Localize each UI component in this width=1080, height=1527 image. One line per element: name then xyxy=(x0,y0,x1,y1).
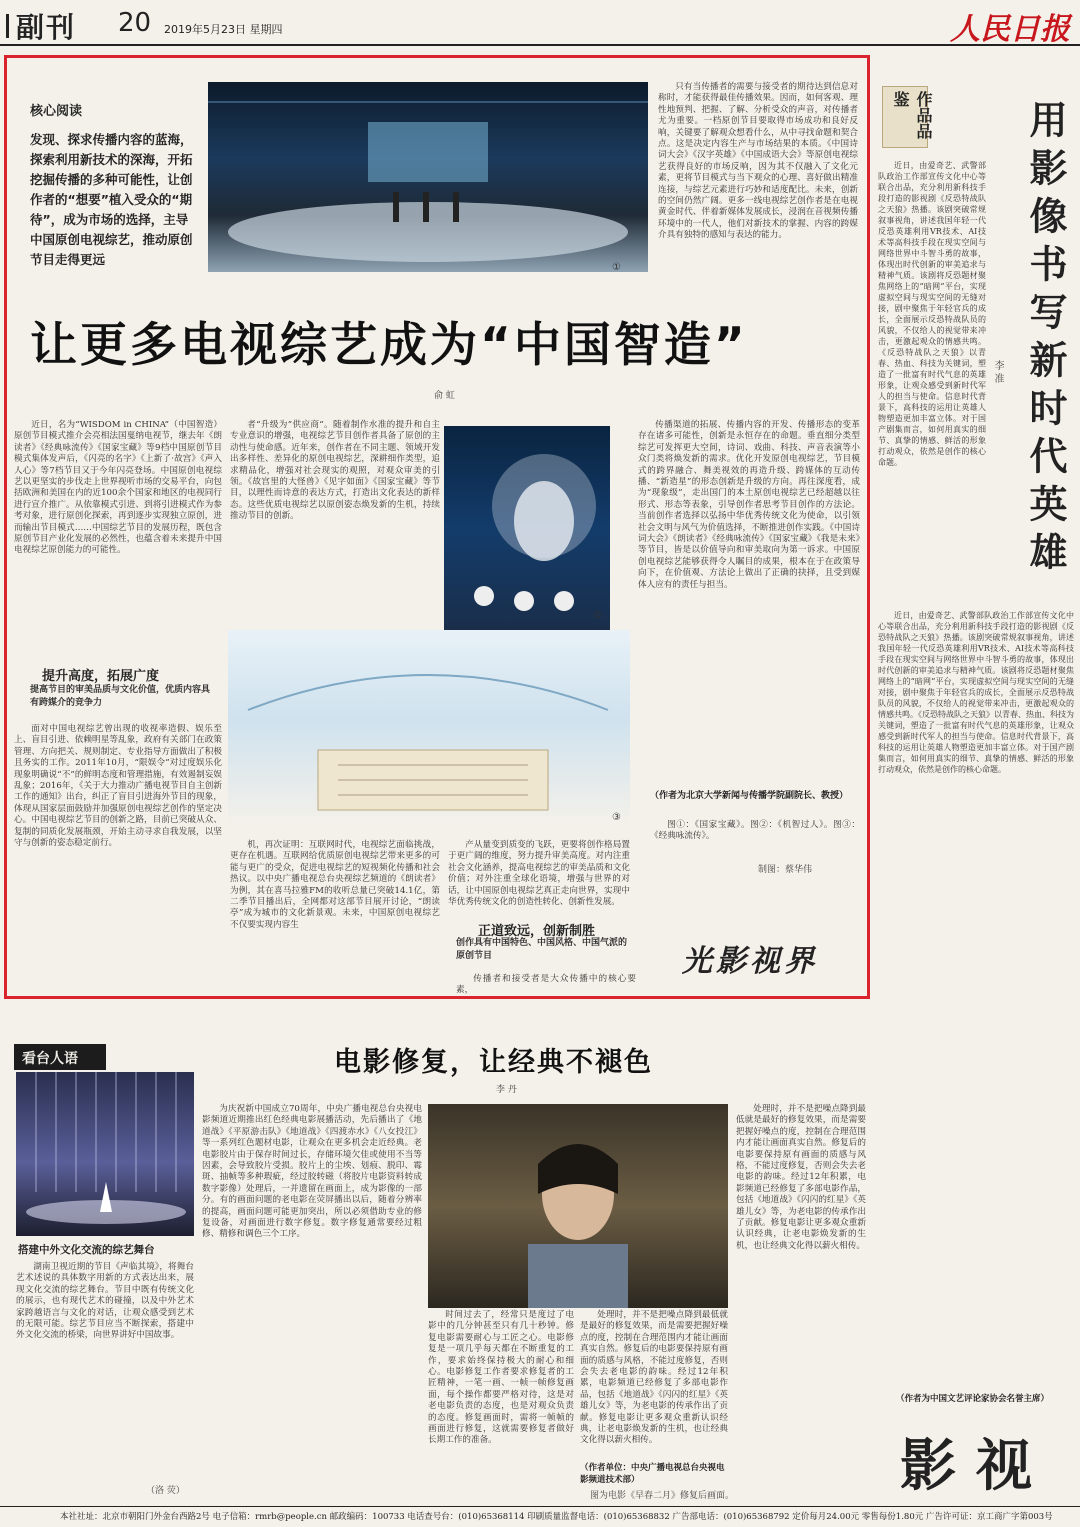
subdeck-2: 创作具有中国特色、中国风格、中国气派的原创节目 xyxy=(456,938,628,961)
issue-date: 2019年5月23日 星期四 xyxy=(164,23,283,36)
paragraph: 产从量变到质变的飞跃，更要将创作格局置于更广阔的维度，努力提升审美高度。对内注重社会文化涵养，提高电视综艺的审美品质和文化价值；对外注重全球化语境，增强与世界的对话，让中国原创电视综艺真正走向世界，实现中华优秀传统文化的创造性转化、创新性发展。 xyxy=(448,840,630,908)
right-column-lower xyxy=(878,610,1074,1060)
article-column-1b xyxy=(14,724,222,986)
feature-byline: 俞 虹 xyxy=(434,391,455,401)
scroll-photo-art xyxy=(228,630,630,826)
masthead-bar xyxy=(6,14,9,38)
figure-list: 图①：《国家宝藏》。图②：《机智过人》。图③：《经典咏流传》。 xyxy=(650,820,860,842)
paragraph: 传播渠道的拓展、传播内容的开发、传播形态的变革存在诸多可能性，创新是永恒存在的命题。垂直细分类型综艺可发挥更大空间，诗词、戏曲、科技、声音表演等小众门类将焕发新的需求。优化开发原创电视综艺，节目模式的跨界融合、舞美视效的再造升级、跨媒体的互动传播、“新造星”的形态创新是升级的方向。再往深度看，成为“现象级”，走出国门的本土原创电视综艺已经超越以往形式、形态等表象，引导创作者思考节目创作的方法论。当前创作者选择以弘扬中华优秀传统文化为使命，以引领社会文明与风气为价值选择，不断推进创作实践。《中国诗词大会》《朗读者》《经典咏流传》《国家宝藏》《我是未来》等节目，皆是以价值导向和审美取向为第一诉求。中国原创电视综艺能够获得令人瞩目的成果，根本在于在政策导向下，在价值观、方法论上做出了正确的抉择，且受到媒体人应有的责任与担当。 xyxy=(638,420,860,590)
stage-photo xyxy=(208,82,648,272)
article-column-3c xyxy=(456,974,636,996)
scroll-photo xyxy=(228,630,630,826)
right-author-note: （作者为中国文艺评论家协会名誉主席） xyxy=(896,1394,1050,1404)
sidebar-caption: 搭建中外文化交流的综艺舞台 xyxy=(18,1244,155,1256)
subdeck-1: 提高节目的审美品质与文化价值，优质内容具有跨媒介的竞争力 xyxy=(30,685,211,708)
masthead xyxy=(0,0,1080,46)
film-photo-caption: 图为电影《早春二月》修复后画面。 xyxy=(590,1491,735,1501)
right-headline: 用影像书写新时代英雄 xyxy=(1023,100,1068,580)
graphic-credit: 制图：蔡华伟 xyxy=(758,865,813,875)
article-column-3 xyxy=(638,420,860,786)
paragraph: 传播者和接受者是大众传播中的核心要素， xyxy=(456,974,636,996)
article-column-3b xyxy=(448,840,630,914)
paragraph: 时间过去了，经常只是度过了电影中的几分钟甚至只有几十秒钟。修复电影需要耐心与工匠之心。电影修复是一项几乎每天都在不断重复的工作，要求始终保持极大的耐心和细心。电影修复工作者要求修复者的工匠精神，一笔一画、一帧一帧修复画面，每个操作都要严格对待，这是对老电影负责的态度，也是对观众负责的态度。修复画面时，需将一帧帧的画面进行修复，这就需要修复者做好长期工作的准备。 xyxy=(428,1310,574,1446)
paragraph: 者“升级为”供应商“。随着制作水准的提升和自主专业意识的增强，电视综艺节目创作者具备了原创的主动性与使命感。近年来，创作者在不同主题、领域开发出多样性、差异化的原创电视综艺，深耕细作类型，追求精品化，增强对社会现实的观照，对观众审美的引领。《故宫里的大怪兽》《见字如面》《国家宝藏》等节目，以理性而诗意的表达方式，打造出文化表达的新样态。这些优质电视综艺以原创姿态焕发新的生机，持续推动节目的创新。 xyxy=(230,420,440,522)
paragraph: 近日，由爱奇艺、武警部队政治工作部宣传文化中心等联合出品，充分利用新科技手段打造的影视剧《反恐特战队之天狼》热播。该剧突破常规叙事视角，讲述我国年轻一代反恐英雄利用VR技术、AI技术等高科技手段在现实空间与网络世界中斗智斗勇的故事，体现出时代创新的审美追求与精神气质。该剧将反恐题材聚焦网络上的“暗网”平台，实现虚拟空间与现实空间的无缝对接，剧中聚焦于年轻官兵的成长，全面展示反恐特战队员的风貌，不仅给人的视觉带来冲击，更激起观众的情感共鸣。《反恐特战队之天狼》以青春、热血、科技为关键词，塑造了一批富有时代气息的英雄形象，让观众感受到新时代军人的担当与使命。信息时代背景下，高科技的运用让英雄人物塑造更加丰富立体。对于国产剧集而言，如何用真实的细节、真挚的情感、鲜活的形象打动观众，依然是创作的核心命题。 xyxy=(878,611,1074,774)
stage-photo-art xyxy=(208,82,648,272)
film-still-art xyxy=(428,1104,728,1308)
paragraph: 为庆祝新中国成立70周年，中央广播电视总台央视电影频道近期推出红色经典电影展播活动，先后播出了《地道战》《平原游击队》《地道战》《四渡赤水》《八女投江》等一系列红色题材电影，让观众在更多机会走近经典。老电影胶片由于保存时间过长，存储环境欠佳或使用不当等因素，会导致胶片受损。胶片上的尘埃、划痕、脱印、霉斑、抽帧等多种瑕疵，经过胶转磁（将胶片电影资料转成数字影像）处理后，一并遗留在画面上，成为影像的一部分。有的画面问题的老电影在荧屏播出以后，随着分辨率的提高，画面问题可能更加突出，所以必须借助专业的修复设备，对画面进行数字修复。数字修复通常要经过粗修、精修和调色三个工序。 xyxy=(202,1104,422,1240)
dance-photo xyxy=(16,1072,194,1236)
article-column-2b xyxy=(230,840,440,990)
right-column-top xyxy=(878,160,986,606)
film-author-note: （作者单位：中央广播电视总台央视电影频道技术部） xyxy=(580,1463,725,1485)
paragraph: 只有当传播者的需要与接受者的期待达到信息对称时，才能获得最佳传播效果。因而，如何客观、理性地预判、把握、了解、分析受众的声音，对传播者尤为重要。一档原创节目要取得市场成功和良好反响，关键要了解观众想看什么，从中寻找命题和契合点。这是决定内容生产与市场结果的本质。《中国诗词大会》《汉字英雄》《中国成语大会》等原创电视综艺获得良好的市场反响，因为其不仅融入了文化元素，更将节目模式与当下观众的心理、喜好做出精准连接，与综艺元素进行巧妙和适度配比。未来，创新的空间仍然广阔。更多一线电视综艺创作者是在电视黄金时代、伴着新媒体发展成长，浸润在音视频传播环境中的一代人，他们对新技术的掌握、内容的跨媒介具有独特的感知与表达的能力。 xyxy=(658,82,858,241)
column-logo xyxy=(882,86,933,148)
film-still-photo xyxy=(428,1104,728,1308)
paragraph: 湖南卫视近期的节目《声临其境》，将舞台艺术述说的具体数字用新的方式表达出来，展现文化交流的综艺舞台。节目中既有传统文化的展示，也有现代艺术的碰撞，以及中外艺术家跨越语言与文化的对话，让观众感受到艺术的无限可能。综艺节目应当不断探索，搭建中外文化交流的桥梁，向世界讲好中国故事。 xyxy=(16,1262,194,1341)
kicker: 核心阅读 xyxy=(30,104,83,119)
photo1-label: ① xyxy=(612,262,621,273)
film-byline: 李 丹 xyxy=(496,1085,517,1095)
article-column-1 xyxy=(14,420,222,658)
subhead-2: 正道致远，创新制胜 xyxy=(478,924,596,939)
photo3-label: ③ xyxy=(612,812,621,823)
robot-photo-art xyxy=(444,426,610,630)
paragraph: 近日，由爱奇艺、武警部队政治工作部宣传文化中心等联合出品，充分利用新科技手段打造的影视剧《反恐特战队之天狼》热播。该剧突破常规叙事视角，讲述我国年轻一代反恐英雄利用VR技术、AI技术等高科技手段在现实空间与网络世界中斗智斗勇的故事，体现出时代创新的审美追求与精神气质。该剧将反恐题材聚焦网络上的“暗网”平台，实现虚拟空间与现实空间的无缝对接，剧中聚焦于年轻官兵的成长，全面展示反恐特战队员的风貌，不仅给人的视觉带来冲击，更激起观众的情感共鸣。《反恐特战队之天狼》以青春、热血、科技为关键词，塑造了一批富有时代气息的英雄形象，让观众感受到新时代军人的担当与使命。信息时代背景下，高科技的运用让英雄人物塑造更加丰富立体。对于国产剧集而言，如何用真实的细节、真挚的情感、鲜活的形象打动观众，依然是创作的核心命题。 xyxy=(878,161,986,467)
film-headline: 电影修复，让经典不褪色 xyxy=(334,1047,653,1078)
sidebar-sign: （洛 荧） xyxy=(146,1486,185,1496)
lede: 发现、探求传播内容的蓝海，探索利用新技术的深海，开拓挖掘传播的多种可能性，让创作者的“想要”植入受众的“期待”，成为市场的选择，主导中国原创电视综艺，推动原创节目走得更远 xyxy=(30,132,193,267)
paragraph: 面对中国电视综艺曾出现的收视率造假、娱乐至上、盲目引进、依赖明星等乱象，政府有关部门在政策管理、方向把关、规则制定、专业指导方面做出了积极且务实的工作。2011年10月，“限娱令”对过度娱乐化现象明确说“不”的鲜明态度和管理措施，有效遏制妄娱乱象；2016年，《关于大力推动广播电视节目自主创新工作的通知》出台，纠正了盲目引进海外节目的现象，体现从国家层面鼓励并加强原创电视综艺创作的坚定决心。中国电视综艺节目的创新之路，目前已突破从众、复制的同质化发展瓶颈，开始主动寻求自我发展，以坚守与创新的姿态稳定前行。 xyxy=(14,724,222,849)
film-tv-brand: 影视 xyxy=(900,1433,1052,1499)
section-brand: 光影视界 xyxy=(682,944,818,979)
paragraph: 机，再次证明：互联网时代，电视综艺面临挑战，更存在机遇。互联网给优质原创电视综艺带来更多的可能与更广的受众，促进电视综艺的短视频化传播和社会热议。以中央广播电视总台央视综艺频道的《朗读者》为例，其在喜马拉雅FM的收听总量已突破14.1亿，第二季节目播出后，全网都对这部节目展开讨论，“朗读亭”成为城市的文化新景观。未来，中国原创电视综艺不仅要实现内容生 xyxy=(230,840,440,930)
paragraph: 近日，名为“WISDOM in CHINA”（中国智造）原创节目模式推介会亮相法国戛纳电视节，继去年《朗读者》《经典咏流传》《国家宝藏》等9档中国原创节目模式集体发声后，《闪亮的名字》《上新了·故宫》《声入人心》等7档节目又于今年闪亮登场。中国原创电视综艺以更坚实的步伐走上世界视听市场的交易平台，向包括欧洲和美国在内的近100余个国家和地区的电视同行进行宣介推广。从依靠模式引进、到将引进模式作为参考对象，进行原创化探索，再到逐步实现独立原创，进而输出节目模式……中国综艺节目的发展历程，既包含原创节目产业化发展的必然性，也蕴含着未来提升中国电视综艺原创能力的可能性。 xyxy=(14,420,222,556)
page-number: 20 xyxy=(118,8,152,38)
film-column-2b xyxy=(580,1310,728,1460)
feature-headline: 让更多电视综艺成为“中国智造” xyxy=(30,318,748,373)
author-note: （作者为北京大学新闻与传播学院副院长、教授） xyxy=(650,791,849,801)
sidebar-body xyxy=(16,1262,194,1480)
article-column-top-right xyxy=(658,82,858,312)
sidebar-logo-text: 看台人语 xyxy=(22,1051,78,1067)
right-byline: 李 准 xyxy=(992,360,1003,384)
newspaper-logo: 人民日报 xyxy=(950,12,1070,47)
column-logo-text: 作品品鉴 xyxy=(891,91,933,139)
film-column-2 xyxy=(428,1310,574,1490)
article-column-2 xyxy=(230,420,440,626)
sidebar-logo xyxy=(14,1044,106,1070)
photo2-label: ② xyxy=(593,610,602,621)
section-name: 副刊 xyxy=(16,11,77,44)
robot-photo xyxy=(444,426,610,630)
subhead-1: 提升高度，拓展广度 xyxy=(42,669,160,684)
footer-imprint: 本社社址：北京市朝阳门外金台西路2号 电子信箱：rmrb@people.cn 邮政编码：100733 电话查号台：(010)65368114 印刷质量监督电话：(010)65368832 广告部电话：(010)65368792 定价每月24.00元 零售每份1.80元 广告许可证：京工商广字第003号 xyxy=(0,1506,1080,1527)
film-column-1 xyxy=(202,1104,422,1494)
paragraph: 处理时，并不是把噪点降到最低就是最好的修复效果，而是需要把握好噪点的度，控制在合理范围内才能让画面真实自然。修复后的电影要保持原有画面的质感与风格，不能过度修复，否则会失去老电影的韵味。经过12年积累，电影频道已经修复了多部电影作品，包括《地道战》《闪闪的红星》《英雄儿女》等，为老电影的传承作出了贡献。修复电影让更多观众重新认识经典，让老电影焕发新的生机，也让经典文化得以薪火相传。 xyxy=(736,1104,866,1251)
film-column-3 xyxy=(736,1104,866,1460)
paragraph: 处理时，并不是把噪点降到最低就是最好的修复效果，而是需要把握好噪点的度，控制在合理范围内才能让画面真实自然。修复后的电影要保持原有画面的质感与风格，不能过度修复，否则会失去老电影的韵味。经过12年积累，电影频道已经修复了多部电影作品，包括《地道战》《闪闪的红星》《英雄儿女》等，为老电影的传承作出了贡献。修复电影让更多观众重新认识经典，让老电影焕发新的生机，也让经典文化得以薪火相传。 xyxy=(580,1310,728,1446)
dance-photo-art xyxy=(16,1072,194,1236)
